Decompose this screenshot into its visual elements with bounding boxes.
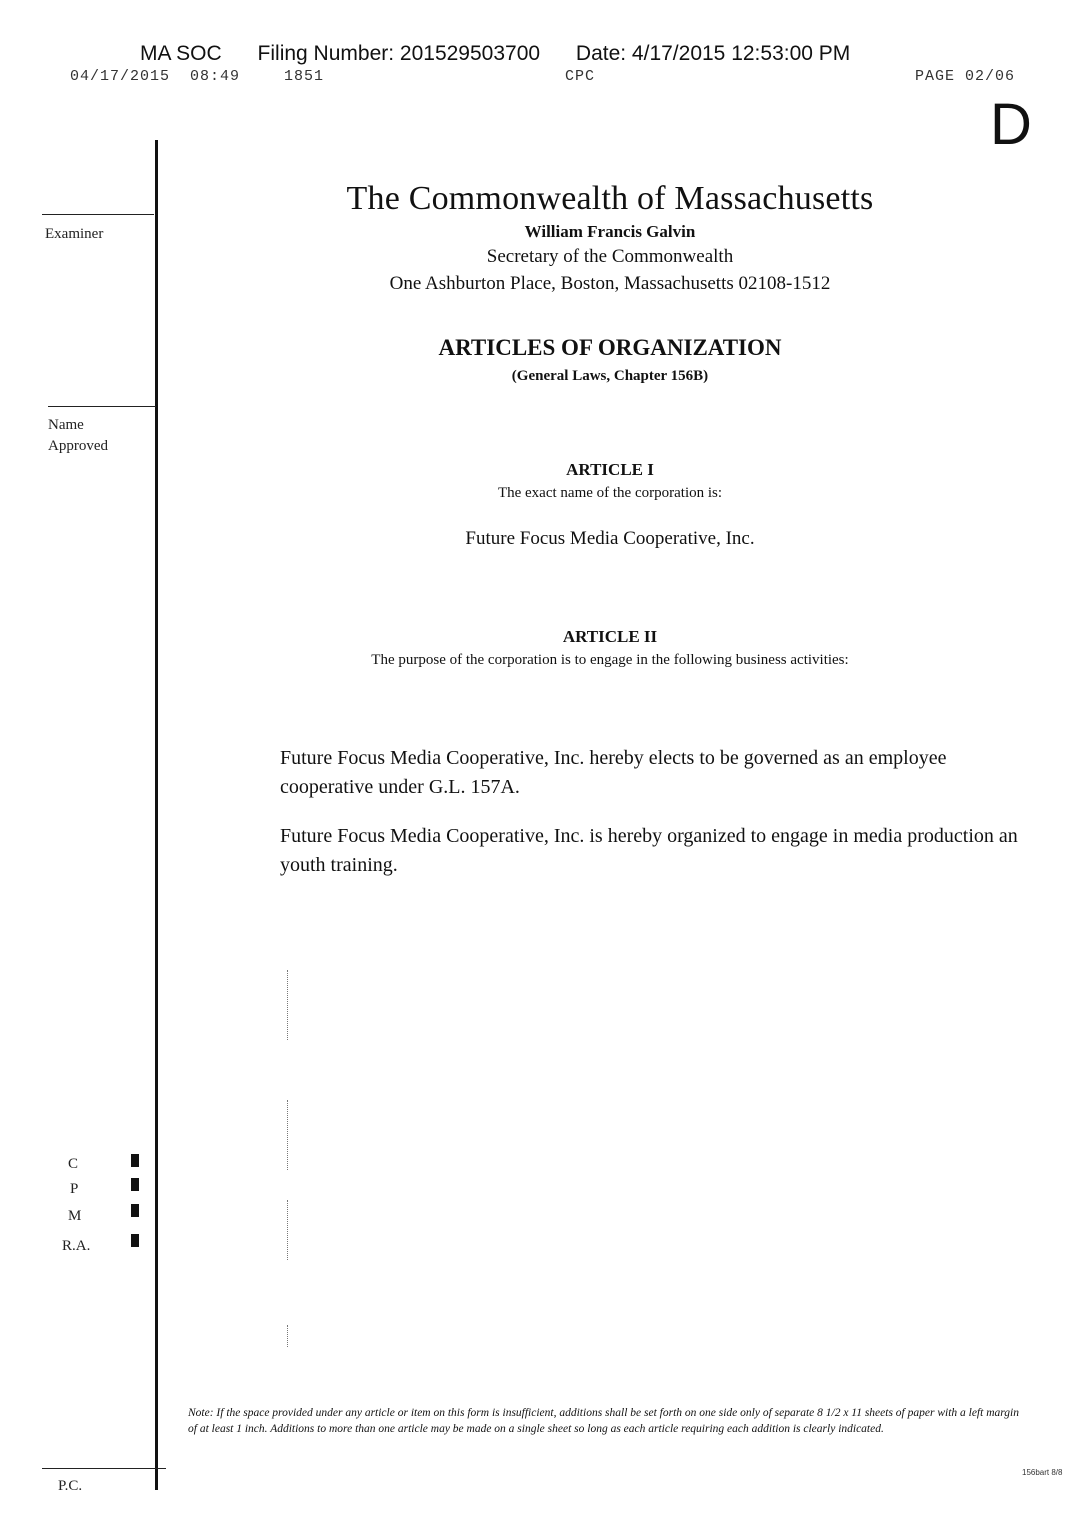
fax-page: PAGE 02/06 [915, 68, 1016, 85]
page-letter: D [990, 92, 1032, 157]
name-label: Name [48, 417, 84, 433]
page-title: The Commonwealth of Massachusetts [346, 180, 874, 217]
purpose-paragraph-1-line-2: cooperative under G.L. 157A. [280, 776, 520, 798]
office-address: One Ashburton Place, Boston, Massachusetts 02108-1512 [389, 273, 831, 294]
scan-marks [287, 1200, 290, 1260]
scan-marks [287, 970, 290, 1040]
article-2-prompt: The purpose of the corporation is to engage in the following business activities: [371, 652, 849, 668]
filing-number: Filing Number: 201529503700 [257, 42, 541, 65]
checkbox-label-c: C [68, 1156, 79, 1172]
examiner-label: Examiner [45, 226, 104, 242]
agency-label: MA SOC [140, 42, 222, 65]
form-title: ARTICLES OF ORGANIZATION [438, 335, 782, 360]
purpose-paragraph-1-line-1: Future Focus Media Cooperative, Inc. hereby elects to be governed as an employee [280, 747, 947, 769]
filing-date: Date: 4/17/2015 12:53:00 PM [575, 42, 851, 65]
checkbox-p[interactable] [131, 1178, 139, 1191]
checkbox-c[interactable] [131, 1154, 139, 1167]
checkbox-label-m: M [68, 1208, 82, 1224]
purpose-paragraph-2-line-2: youth training. [280, 854, 398, 876]
article-1-prompt: The exact name of the corporation is: [497, 485, 723, 501]
corporation-name: Future Focus Media Cooperative, Inc. [465, 528, 755, 549]
fax-code: CPC [565, 68, 596, 85]
name-approved-rule [48, 406, 156, 407]
pc-rule [42, 1468, 166, 1469]
approved-label: Approved [48, 438, 108, 454]
secretary-name: William Francis Galvin [524, 222, 696, 241]
article-2-heading: ARTICLE II [562, 627, 658, 646]
fax-date: 04/17/2015 [70, 68, 171, 85]
pc-label: P.C. [58, 1478, 83, 1494]
footnote: Note: If the space provided under any article or item on this form is insufficient, additions shall be set forth on one side only of separate 8 1/2 x 11 sheets of paper with a left margin of at least 1 inch. Additions to more than one article may be made on a single sheet so long as each article requiring each addition is clearly indicated. [188, 1407, 1019, 1435]
article-1-heading: ARTICLE I [566, 460, 654, 479]
fax-time: 08:49 [190, 68, 241, 85]
margin-rule [155, 140, 158, 1490]
checkbox-m[interactable] [131, 1204, 139, 1217]
scan-marks [287, 1100, 290, 1170]
secretary-title: Secretary of the Commonwealth [486, 246, 734, 267]
examiner-rule [42, 214, 154, 215]
fax-header [140, 42, 880, 66]
checkbox-label-p: P [70, 1181, 79, 1197]
checkbox-label-ra: R.A. [62, 1238, 91, 1254]
form-code: 156bart 8/8 [1022, 1468, 1063, 1477]
checkbox-ra[interactable] [131, 1234, 139, 1247]
form-subtitle: (General Laws, Chapter 156B) [511, 368, 709, 384]
scan-marks [287, 1325, 290, 1347]
fax-number: 1851 [284, 68, 325, 85]
purpose-paragraph-2-line-1: Future Focus Media Cooperative, Inc. is hereby organized to engage in media production an [280, 825, 1018, 847]
